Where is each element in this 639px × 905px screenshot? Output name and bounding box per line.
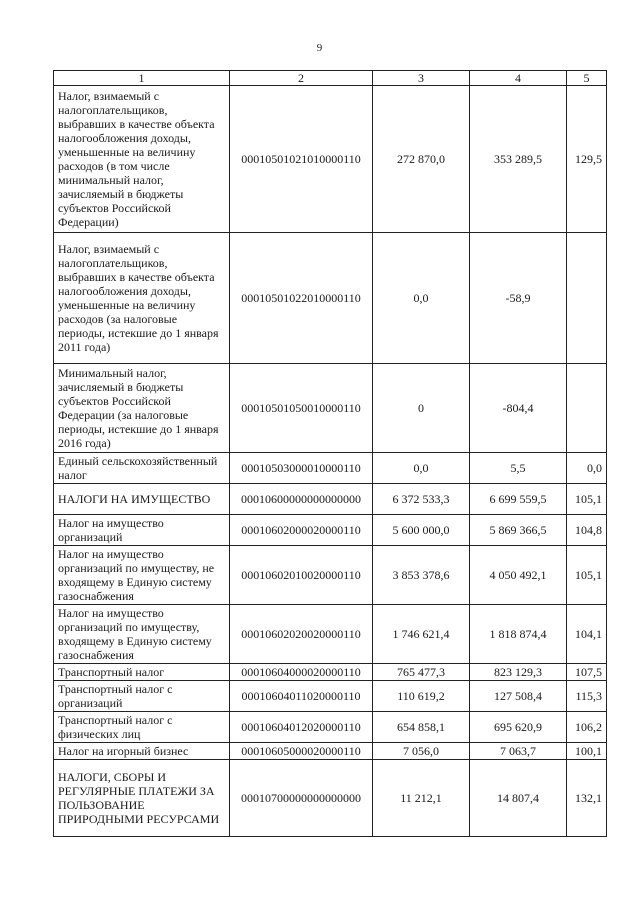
cell-code: 00010503000010000110	[230, 453, 373, 484]
cell-code: 00010604011020000110	[230, 681, 373, 712]
cell-fact: 4 050 492,1	[470, 546, 567, 605]
cell-name: Минимальный налог, зачисляемый в бюджеты субъектов Российской Федерации (за налоговые периоды, истекшие до 1 января 2016 года)	[54, 364, 230, 453]
cell-fact: 823 129,3	[470, 664, 567, 681]
cell-percent: 105,1	[567, 546, 607, 605]
table-row	[54, 515, 607, 546]
cell-plan: 5 600 000,0	[373, 515, 470, 546]
cell-code: 00010501022010000110	[230, 233, 373, 364]
table-row	[54, 681, 607, 712]
table-row	[54, 760, 607, 837]
table-row	[54, 86, 607, 233]
cell-percent: 107,5	[567, 664, 607, 681]
cell-code: 00010602010020000110	[230, 546, 373, 605]
cell-percent: 104,8	[567, 515, 607, 546]
table-row	[54, 453, 607, 484]
cell-name: Налог, взимаемый с налогоплательщиков, выбравших в качестве объекта налогообложения доходы, уменьшенные на величину расходов (за налоговые периоды, истекшие до 1 января 2011 года)	[54, 233, 230, 364]
cell-name: Налог на имущество организаций	[54, 515, 230, 546]
cell-fact: 5 869 366,5	[470, 515, 567, 546]
cell-code: 00010602000020000110	[230, 515, 373, 546]
cell-code: 00010604012020000110	[230, 712, 373, 743]
cell-plan: 654 858,1	[373, 712, 470, 743]
cell-name: Налог на имущество организаций по имуществу, не входящему в Единую систему газоснабжения	[54, 546, 230, 605]
cell-name: НАЛОГИ, СБОРЫ И РЕГУЛЯРНЫЕ ПЛАТЕЖИ ЗА ПОЛЬЗОВАНИЕ ПРИРОДНЫМИ РЕСУРСАМИ	[54, 760, 230, 837]
cell-name: Транспортный налог	[54, 664, 230, 681]
budget-table-body	[54, 71, 607, 837]
budget-table	[53, 70, 607, 837]
cell-name: Налог на имущество организаций по имуществу, входящему в Единую систему газоснабжения	[54, 605, 230, 664]
cell-plan: 11 212,1	[373, 760, 470, 837]
column-header: 2	[230, 71, 373, 86]
cell-plan: 6 372 533,3	[373, 484, 470, 515]
cell-plan: 3 853 378,6	[373, 546, 470, 605]
cell-fact: -804,4	[470, 364, 567, 453]
table-row	[54, 233, 607, 364]
cell-plan: 0,0	[373, 453, 470, 484]
cell-plan: 110 619,2	[373, 681, 470, 712]
column-header: 4	[470, 71, 567, 86]
cell-fact: 5,5	[470, 453, 567, 484]
cell-percent: 115,3	[567, 681, 607, 712]
cell-fact: -58,9	[470, 233, 567, 364]
table-row	[54, 364, 607, 453]
cell-percent	[567, 233, 607, 364]
cell-fact: 695 620,9	[470, 712, 567, 743]
table-row	[54, 743, 607, 760]
cell-plan: 0,0	[373, 233, 470, 364]
column-header: 1	[54, 71, 230, 86]
column-header: 3	[373, 71, 470, 86]
cell-code: 00010605000020000110	[230, 743, 373, 760]
cell-fact: 6 699 559,5	[470, 484, 567, 515]
cell-fact: 127 508,4	[470, 681, 567, 712]
column-header: 5	[567, 71, 607, 86]
table-row	[54, 712, 607, 743]
cell-fact: 353 289,5	[470, 86, 567, 233]
table-row	[54, 484, 607, 515]
cell-percent: 132,1	[567, 760, 607, 837]
cell-plan: 765 477,3	[373, 664, 470, 681]
cell-code: 00010501050010000110	[230, 364, 373, 453]
cell-name: Транспортный налог с физических лиц	[54, 712, 230, 743]
cell-fact: 7 063,7	[470, 743, 567, 760]
cell-percent: 100,1	[567, 743, 607, 760]
cell-fact: 14 807,4	[470, 760, 567, 837]
cell-percent: 105,1	[567, 484, 607, 515]
cell-name: Налог на игорный бизнес	[54, 743, 230, 760]
cell-plan: 7 056,0	[373, 743, 470, 760]
cell-percent: 129,5	[567, 86, 607, 233]
table-row	[54, 546, 607, 605]
table-row	[54, 605, 607, 664]
cell-percent: 104,1	[567, 605, 607, 664]
cell-percent: 0,0	[567, 453, 607, 484]
cell-name: Единый сельскохозяйственный налог	[54, 453, 230, 484]
cell-code: 00010600000000000000	[230, 484, 373, 515]
cell-plan: 272 870,0	[373, 86, 470, 233]
page-number: 9	[316, 42, 323, 54]
cell-code: 00010602020020000110	[230, 605, 373, 664]
cell-plan: 0	[373, 364, 470, 453]
cell-name: Налог, взимаемый с налогоплательщиков, выбравших в качестве объекта налогообложения доходы, уменьшенные на величину расходов (в том числе минимальный налог, зачисляемый в бюджеты субъектов Российской Федерации)	[54, 86, 230, 233]
cell-code: 00010604000020000110	[230, 664, 373, 681]
table-header-row	[54, 71, 607, 86]
cell-fact: 1 818 874,4	[470, 605, 567, 664]
cell-name: НАЛОГИ НА ИМУЩЕСТВО	[54, 484, 230, 515]
table-row	[54, 664, 607, 681]
cell-code: 00010501021010000110	[230, 86, 373, 233]
cell-plan: 1 746 621,4	[373, 605, 470, 664]
cell-name: Транспортный налог с организаций	[54, 681, 230, 712]
cell-percent: 106,2	[567, 712, 607, 743]
cell-percent	[567, 364, 607, 453]
cell-code: 00010700000000000000	[230, 760, 373, 837]
